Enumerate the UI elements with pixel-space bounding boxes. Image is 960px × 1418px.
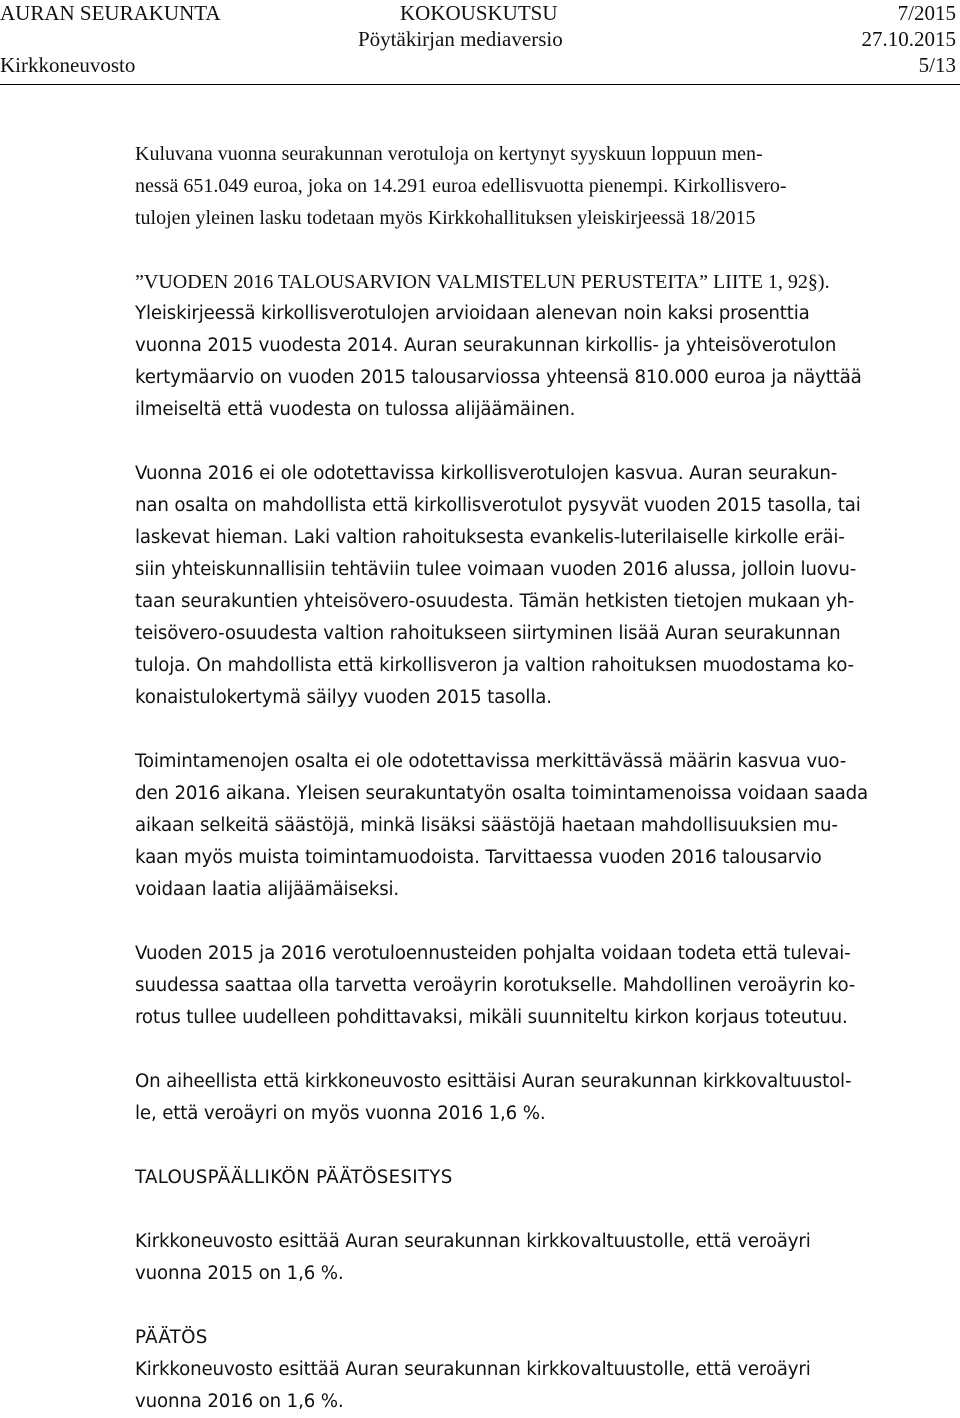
text-line: rotus tullee uudelleen pohdittavaksi, mikäli suunniteltu kirkon korjaus toteutuu.	[135, 1007, 848, 1028]
text-line: tuloja. On mahdollista että kirkollisveron ja valtion rahoituksen muodostama ko-	[135, 655, 854, 676]
text-line: vuonna 2016 on 1,6 %.	[135, 1391, 344, 1412]
text-line: teisövero-osuudesta valtion rahoitukseen siirtyminen lisää Auran seurakunnan	[135, 623, 841, 644]
text-line: laskevat hieman. Laki valtion rahoituksesta evankelis-luterilaiselle kirkolle eräi-	[135, 527, 845, 548]
text-line: Kuluvana vuonna seurakunnan verotuloja on kertynyt syyskuun loppuun men-	[135, 143, 763, 165]
text-line: Vuonna 2016 ei ole odotettavissa kirkollisverotulojen kasvua. Auran seurakun-	[135, 463, 838, 484]
header-body: Kirkkoneuvosto	[0, 53, 136, 77]
text-line: siin yhteiskunnallisiin tehtäviin tulee voimaan vuoden 2016 alussa, jolloin luovu-	[135, 559, 857, 580]
text-line: den 2016 aikana. Yleisen seurakuntatyön osalta toimintamenoissa voidaan saada	[135, 783, 868, 804]
text-line: Yleiskirjeessä kirkollisverotulojen arvioidaan alenevan noin kaksi prosenttia	[135, 303, 810, 324]
text-line: kertymäarvio on vuoden 2015 talousarviossa yhteensä 810.000 euroa ja näyttää	[135, 367, 862, 388]
header-document-type: KOKOUSKUTSU	[400, 1, 558, 25]
text-line: Toimintamenojen osalta ei ole odotettavissa merkittävässä määrin kasvua vuo-	[135, 751, 847, 772]
text-line: Kirkkoneuvosto esittää Auran seurakunnan kirkkovaltuustolle, että veroäyri	[135, 1231, 811, 1252]
text-line: suudessa saattaa olla tarvetta veroäyrin korotukselle. Mahdollinen veroäyrin ko-	[135, 975, 856, 996]
text-line: nessä 651.049 euroa, joka on 14.291 euroa edellisvuotta pienempi. Kirkollisvero-	[135, 175, 787, 197]
text-line: konaistulokertymä säilyy vuoden 2015 tasolla.	[135, 687, 552, 708]
header-organization: AURAN SEURAKUNTA	[0, 1, 221, 25]
header-version: Pöytäkirjan mediaversio	[358, 27, 563, 51]
decision-heading: PÄÄTÖS	[135, 1327, 208, 1348]
text-line: voidaan laatia alijäämäiseksi.	[135, 879, 400, 900]
document-header	[0, 0, 960, 83]
header-meeting-number: 7/2015	[897, 1, 956, 25]
text-line: ”VUODEN 2016 TALOUSARVION VALMISTELUN PERUSTEITA” LIITE 1, 92§).	[135, 271, 830, 293]
text-line: ilmeiseltä että vuodesta on tulossa alijäämäinen.	[135, 399, 576, 420]
text-line: taan seurakuntien yhteisövero-osuudesta. Tämän hetkisten tietojen mukaan yh-	[135, 591, 855, 612]
text-line: vuonna 2015 on 1,6 %.	[135, 1263, 344, 1284]
text-line: aikaan selkeitä säästöjä, minkä lisäksi säästöjä haetaan mahdollisuuksien mu-	[135, 815, 838, 836]
text-line: le, että veroäyri on myös vuonna 2016 1,6 %.	[135, 1103, 546, 1124]
header-page-number: 5/13	[918, 53, 956, 77]
text-line: tulojen yleinen lasku todetaan myös Kirkkohallituksen yleiskirjeessä 18/2015	[135, 207, 756, 229]
text-line: nan osalta on mahdollista että kirkollisverotulot pysyvät vuoden 2015 tasolla, tai	[135, 495, 861, 516]
text-line: On aiheellista että kirkkoneuvosto esittäisi Auran seurakunnan kirkkovaltuustol-	[135, 1071, 852, 1092]
text-line: vuonna 2015 vuodesta 2014. Auran seurakunnan kirkollis- ja yhteisöverotulon	[135, 335, 837, 356]
header-date: 27.10.2015	[861, 27, 956, 51]
text-line: kaan myös muista toimintamuodoista. Tarvittaessa vuoden 2016 talousarvio	[135, 847, 822, 868]
proposal-heading: TALOUSPÄÄLLIKÖN PÄÄTÖSESITYS	[135, 1167, 453, 1188]
text-line: Kirkkoneuvosto esittää Auran seurakunnan kirkkovaltuustolle, että veroäyri	[135, 1359, 811, 1380]
text-line: Vuoden 2015 ja 2016 verotuloennusteiden pohjalta voidaan todeta että tulevai-	[135, 943, 851, 964]
header-divider	[0, 84, 960, 85]
